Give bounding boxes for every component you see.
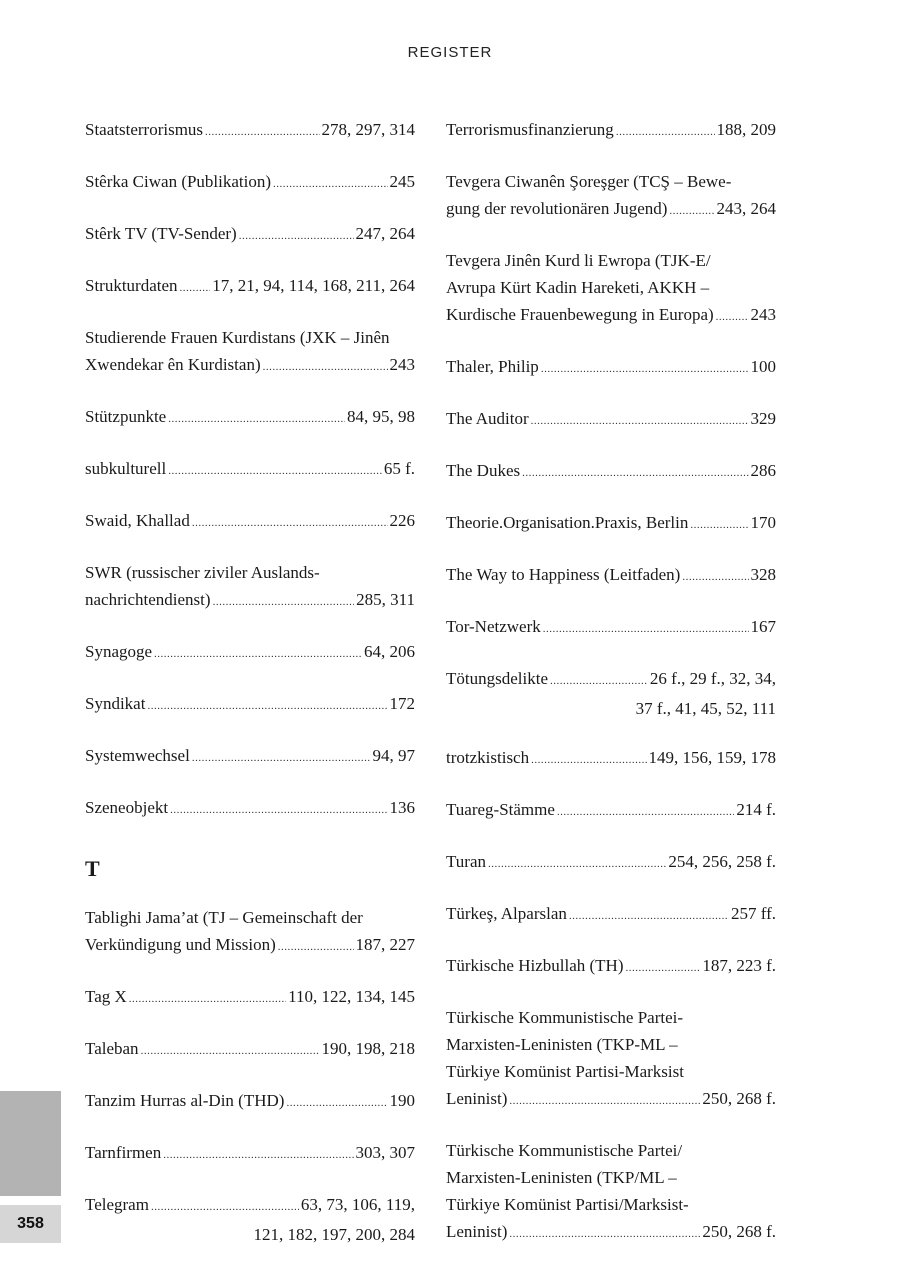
side-tab-marker: [0, 1091, 61, 1196]
entry-last-line: [446, 1085, 776, 1115]
index-entry: [446, 247, 776, 331]
entry-pages: 187, 223 f.: [702, 956, 776, 975]
entry-pages: 243, 264: [716, 199, 776, 218]
entry-term: subkulturell: [85, 459, 167, 478]
dot-leader: [168, 403, 345, 433]
dot-leader: [669, 195, 714, 225]
entry-pages: 17, 21, 94, 114, 168, 211, 264: [212, 276, 415, 295]
entry-term: The Auditor: [446, 409, 529, 428]
entry-term: Leninist): [446, 1089, 508, 1108]
index-entry: [85, 794, 415, 824]
entry-pages: 170: [750, 513, 776, 532]
entry-last-line: [446, 301, 776, 331]
entry-term: The Dukes: [446, 461, 521, 480]
dot-leader: [531, 405, 749, 435]
entry-term-line: Türkische Kommunistische Partei/: [446, 1141, 683, 1160]
dot-leader: [168, 455, 382, 485]
index-entry: [85, 455, 415, 485]
entry-last-line: [85, 794, 415, 824]
entry-pages: 329: [750, 409, 776, 428]
index-entry: [85, 507, 415, 537]
entry-term: Stützpunkte: [85, 407, 167, 426]
dot-leader: [616, 116, 715, 146]
entry-term: Kurdische Frauenbewegung in Europa): [446, 305, 714, 324]
index-entry: [85, 272, 415, 302]
entry-last-line: [446, 116, 776, 146]
entry-pages: 187, 227: [355, 935, 415, 954]
entry-list-s: [85, 116, 415, 824]
dot-leader: [141, 1035, 320, 1065]
dot-leader: [509, 1085, 700, 1115]
dot-leader: [509, 1218, 700, 1248]
entry-term-line: Tablighi Jama’at (TJ – Gemeinschaft der: [85, 908, 363, 927]
dot-leader: [273, 168, 387, 198]
entry-pages-continued: 121, 182, 197, 200, 284: [253, 1225, 415, 1244]
entry-pages: 254, 256, 258 f.: [668, 852, 776, 871]
entry-pages: 26 f., 29 f., 32, 34,: [649, 669, 776, 688]
index-entry: [446, 509, 776, 539]
entry-term: nachrichtendienst): [85, 590, 211, 609]
index-entry: [85, 220, 415, 250]
dot-leader: [154, 638, 362, 668]
entry-pages: 100: [750, 357, 776, 376]
dot-leader: [550, 665, 648, 695]
index-entry: [446, 952, 776, 982]
entry-pages: 250, 268 f.: [702, 1089, 776, 1108]
index-column-left: [85, 116, 415, 1270]
entry-term: Szeneobjekt: [85, 798, 169, 817]
index-entry: [446, 1004, 776, 1115]
dot-leader: [147, 690, 387, 720]
entry-last-line: [85, 931, 415, 961]
entry-pages: 285, 311: [356, 590, 415, 609]
entry-last-line: [85, 1191, 415, 1221]
entry-term: Verkündigung und Mission): [85, 935, 276, 954]
dot-leader: [488, 848, 666, 878]
entry-term: Tor-Netzwerk: [446, 617, 541, 636]
index-entry: [85, 1191, 415, 1248]
entry-pages: 243: [750, 305, 776, 324]
entry-pages: 110, 122, 134, 145: [288, 987, 415, 1006]
entry-term: Tarnfirmen: [85, 1143, 162, 1162]
entry-pages: 278, 297, 314: [321, 120, 415, 139]
entry-term: trotzkistisch: [446, 748, 530, 767]
entry-term: Tag X: [85, 987, 127, 1006]
index-entry: [446, 168, 776, 225]
entry-pages: 64, 206: [364, 642, 415, 661]
entry-last-line: [85, 1139, 415, 1169]
dot-leader: [626, 952, 701, 982]
entry-term-line: Tevgera Ciwanên Şoreşger (TCŞ – Bewe-: [446, 172, 732, 191]
entry-last-line: [446, 796, 776, 826]
running-header: REGISTER: [407, 44, 493, 61]
entry-term: Tanzim Hurras al-Din (THD): [85, 1091, 285, 1110]
dot-leader: [286, 1087, 387, 1117]
index-entry: [85, 1139, 415, 1169]
entry-term: Türkische Hizbullah (TH): [446, 956, 624, 975]
entry-term: Strukturdaten: [85, 276, 178, 295]
entry-term-line: Marxisten-Leninisten (TKP-ML –: [446, 1035, 678, 1054]
index-entry: [446, 796, 776, 826]
entry-last-line: [85, 638, 415, 668]
index-entry: [85, 690, 415, 720]
entry-last-line: [85, 1035, 415, 1065]
index-entry: [85, 403, 415, 433]
dot-leader: [531, 744, 646, 774]
index-entry: [446, 353, 776, 383]
dot-leader: [557, 796, 734, 826]
index-entry: [85, 1035, 415, 1065]
entry-term: Tötungsdelikte: [446, 669, 548, 688]
index-entry: [446, 613, 776, 643]
entry-term: Synagoge: [85, 642, 153, 661]
entry-term: Taleban: [85, 1039, 139, 1058]
entry-last-line: [446, 353, 776, 383]
entry-pages: 63, 73, 106, 119,: [300, 1195, 415, 1214]
entry-last-line: [446, 405, 776, 435]
entry-pages: 286: [750, 461, 776, 480]
entry-list-t: [85, 904, 415, 1248]
entry-term-line: Türkische Kommunistische Partei-: [446, 1008, 684, 1027]
entry-last-line: [85, 351, 415, 381]
entry-term-line: Türkiye Komünist Partisi-Marksist: [446, 1062, 684, 1081]
entry-term-line: Studierende Frauen Kurdistans (JXK – Jinên: [85, 328, 390, 347]
entry-term: Swaid, Khallad: [85, 511, 190, 530]
entry-term: Stêrka Ciwan (Publikation): [85, 172, 272, 191]
entry-last-line: [446, 744, 776, 774]
entry-last-line: [85, 507, 415, 537]
entry-term: Xwendekar ên Kurdistan): [85, 355, 261, 374]
dot-leader: [180, 272, 211, 302]
entry-pages: 250, 268 f.: [702, 1222, 776, 1241]
entry-last-line: [85, 983, 415, 1013]
entry-term-line: Türkiye Komünist Partisi/Marksist-: [446, 1195, 689, 1214]
index-entry: [446, 1137, 776, 1248]
dot-leader: [170, 794, 387, 824]
entry-term: Türkeş, Alparslan: [446, 904, 567, 923]
index-column-right: [446, 116, 776, 1270]
entry-last-line: [85, 690, 415, 720]
entry-term-line: Avrupa Kürt Kadin Hareketi, AKKH –: [446, 278, 710, 297]
index-entry: [446, 457, 776, 487]
entry-last-line: [446, 952, 776, 982]
entry-term: Thaler, Philip: [446, 357, 539, 376]
entry-pages: 188, 209: [716, 120, 776, 139]
entry-pages: 84, 95, 98: [347, 407, 415, 426]
entry-term: Staatsterrorismus: [85, 120, 204, 139]
index-entry: [446, 848, 776, 878]
entry-list-t-continued: [446, 116, 776, 1248]
entry-pages: 257 ff.: [730, 904, 776, 923]
dot-leader: [129, 983, 286, 1013]
dot-leader: [205, 116, 319, 146]
dot-leader: [569, 900, 729, 930]
entry-pages: 328: [750, 565, 776, 584]
entry-last-line: [85, 403, 415, 433]
entry-last-line: [446, 900, 776, 930]
entry-term: gung der revolutionären Jugend): [446, 199, 668, 218]
entry-last-line: [446, 561, 776, 591]
index-entry: [85, 1087, 415, 1117]
dot-leader: [522, 457, 748, 487]
entry-pages: 136: [389, 798, 415, 817]
entry-pages: 247, 264: [355, 224, 415, 243]
dot-leader: [278, 931, 354, 961]
index-entry: [85, 904, 415, 961]
index-entry: [85, 742, 415, 772]
dot-leader: [543, 613, 749, 643]
dot-leader: [192, 742, 371, 772]
dot-leader: [716, 301, 749, 331]
index-entry: [85, 638, 415, 668]
entry-pages: 149, 156, 159, 178: [648, 748, 776, 767]
index-entry: [446, 405, 776, 435]
entry-pages: 245: [389, 172, 415, 191]
index-entry: [446, 744, 776, 774]
entry-last-line: [446, 1218, 776, 1248]
index-entry: [446, 561, 776, 591]
dot-leader: [263, 351, 388, 381]
entry-term: Tuareg-Stämme: [446, 800, 555, 819]
entry-term-line: Marxisten-Leninisten (TKP/ML –: [446, 1168, 677, 1187]
entry-last-line: [85, 168, 415, 198]
entry-last-line: [85, 1087, 415, 1117]
dot-leader: [151, 1191, 299, 1221]
entry-pages: 190, 198, 218: [321, 1039, 415, 1058]
entry-term-line: SWR (russischer ziviler Auslands-: [85, 563, 320, 582]
index-entry: [85, 116, 415, 146]
entry-last-line: [446, 665, 776, 695]
entry-pages: 65 f.: [383, 459, 415, 478]
entry-pages: 94, 97: [372, 746, 415, 765]
dot-leader: [682, 561, 748, 591]
entry-last-line: [85, 272, 415, 302]
entry-last-line: [446, 195, 776, 225]
entry-last-line: [446, 848, 776, 878]
section-letter: T: [85, 856, 100, 881]
dot-leader: [163, 1139, 353, 1169]
entry-pages: 172: [389, 694, 415, 713]
entry-term: Leninist): [446, 1222, 508, 1241]
entry-last-line: [446, 457, 776, 487]
entry-last-line: [85, 455, 415, 485]
dot-leader: [239, 220, 354, 250]
index-entry: [85, 168, 415, 198]
entry-term: Systemwechsel: [85, 746, 190, 765]
entry-pages: 167: [750, 617, 776, 636]
index-entry: [446, 900, 776, 930]
entry-pages-continued: 37 f., 41, 45, 52, 111: [635, 699, 776, 718]
index-entry: [85, 324, 415, 381]
index-entry: [85, 559, 415, 616]
index-entry: [85, 983, 415, 1013]
entry-last-line: [85, 742, 415, 772]
dot-leader: [192, 507, 388, 537]
entry-last-line: [446, 613, 776, 643]
index-entry: [446, 116, 776, 146]
dot-leader: [213, 586, 355, 616]
entry-term: The Way to Happiness (Leitfaden): [446, 565, 681, 584]
entry-pages: 226: [389, 511, 415, 530]
entry-last-line: [85, 116, 415, 146]
dot-leader: [690, 509, 748, 539]
page-number: 358: [0, 1205, 61, 1243]
entry-term: Telegram: [85, 1195, 149, 1214]
index-entry: [446, 665, 776, 722]
dot-leader: [541, 353, 749, 383]
entry-pages: 214 f.: [736, 800, 776, 819]
entry-pages: 243: [389, 355, 415, 374]
entry-pages: 303, 307: [355, 1143, 415, 1162]
entry-term: Stêrk TV (TV-Sender): [85, 224, 237, 243]
entry-last-line: [446, 509, 776, 539]
entry-last-line: [85, 586, 415, 616]
entry-last-line: [85, 220, 415, 250]
entry-term: Terrorismusfinanzierung: [446, 120, 614, 139]
entry-term: Theorie.Organisation.Praxis, Berlin: [446, 513, 689, 532]
entry-term: Syndikat: [85, 694, 146, 713]
entry-pages: 190: [389, 1091, 415, 1110]
entry-term-line: Tevgera Jinên Kurd li Ewropa (TJK-E/: [446, 251, 711, 270]
entry-term: Turan: [446, 852, 486, 871]
